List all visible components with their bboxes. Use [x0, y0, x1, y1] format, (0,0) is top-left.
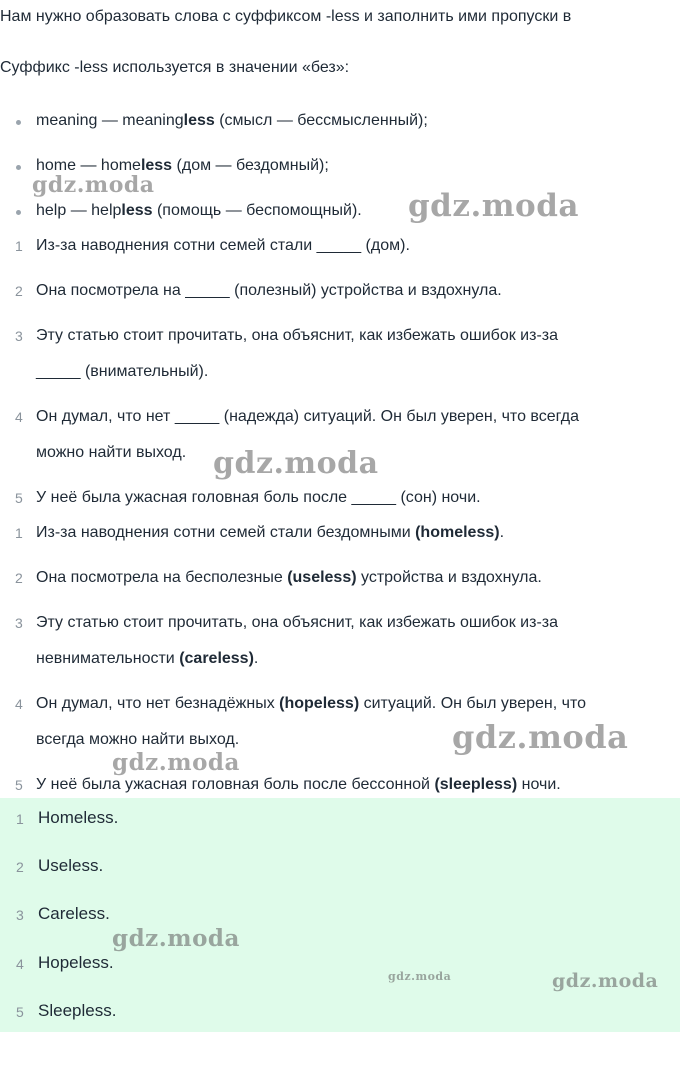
filled-text: устройства и вздохнула. — [356, 569, 542, 586]
watermark: gdz.moda — [552, 970, 659, 992]
item-number: 2 — [16, 859, 24, 875]
item-number: 4 — [15, 696, 23, 712]
example-text: help — help — [36, 202, 122, 219]
answer-row — [0, 894, 680, 934]
filled-text: Он думал, что нет безнадёжных — [36, 695, 280, 712]
watermark: gdz.moda — [452, 718, 629, 756]
filled-text: . — [499, 524, 505, 541]
item-number: 5 — [15, 490, 23, 506]
item-number: 1 — [16, 811, 24, 827]
intro-text: Нам нужно образовать слова с суффиксом -less и заполнить ими пропуски в — [0, 8, 572, 25]
bullet-icon — [16, 165, 21, 170]
filled-text: Она посмотрела на бесполезные — [36, 569, 288, 586]
task-text: Из-за наводнения сотни семей стали _____ (дом). — [36, 237, 410, 254]
item-number: 5 — [15, 777, 23, 793]
answer-text: Careless. — [38, 904, 110, 923]
answer-row — [0, 846, 680, 886]
bullet-icon — [16, 120, 21, 125]
bullet-icon — [16, 210, 21, 215]
watermark: gdz.moda — [213, 446, 379, 481]
filled-text: всегда можно найти выход. — [36, 731, 240, 748]
answer-text: Sleepless. — [38, 1001, 117, 1020]
task-text: можно найти выход. — [36, 444, 187, 461]
suffix-bold: less — [183, 112, 215, 129]
item-number: 1 — [15, 238, 23, 254]
item-number: 3 — [15, 328, 23, 344]
item-number: 4 — [16, 956, 24, 972]
answer-row — [0, 991, 680, 1031]
answer-word: (hopeless) — [279, 695, 360, 712]
filled-text: ситуаций. Он был уверен, что — [359, 695, 586, 712]
filled-text: Из-за наводнения сотни семей стали бездомными — [36, 524, 416, 541]
task-text: Он думал, что нет _____ (надежда) ситуаций. Он был уверен, что всегда — [36, 408, 579, 425]
answer-word: (useless) — [287, 569, 357, 586]
example-gloss: (смысл — бессмысленный); — [214, 112, 428, 129]
item-number: 2 — [15, 570, 23, 586]
watermark: gdz.moda — [388, 970, 452, 983]
item-number: 4 — [15, 409, 23, 425]
filled-text: невнимательности — [36, 650, 180, 667]
example-gloss: (дом — бездомный); — [172, 157, 329, 174]
task-text: Эту статью стоит прочитать, она объяснит, как избежать ошибок из-за — [36, 327, 559, 344]
answers-panel — [0, 798, 680, 1032]
watermark: gdz.moda — [112, 749, 240, 776]
answer-word: (homeless) — [415, 524, 500, 541]
task-text: _____ (внимательный). — [36, 363, 209, 380]
answer-word: (sleepless) — [434, 776, 518, 793]
item-number: 3 — [15, 615, 23, 631]
watermark: gdz.moda — [32, 172, 155, 198]
filled-text: . — [253, 650, 259, 667]
suffix-bold: less — [140, 157, 173, 174]
answer-word: (careless) — [179, 650, 254, 667]
suffix-note: Суффикс -less используется в значении «без»: — [0, 59, 350, 76]
item-number: 1 — [15, 525, 23, 541]
item-number: 5 — [16, 1004, 24, 1020]
filled-text: ночи. — [517, 776, 561, 793]
item-number: 3 — [16, 907, 24, 923]
task-text: Она посмотрела на _____ (полезный) устройства и вздохнула. — [36, 282, 502, 299]
suffix-bold: less — [121, 202, 153, 219]
answer-row — [0, 798, 680, 838]
answer-text: Useless. — [38, 856, 104, 875]
filled-text: Эту статью стоит прочитать, она объяснит, как избежать ошибок из-за — [36, 614, 559, 631]
item-number: 2 — [15, 283, 23, 299]
filled-text: У неё была ужасная головная боль после бессонной — [36, 776, 435, 793]
example-text: home — home — [36, 157, 141, 174]
watermark: gdz.moda — [112, 925, 240, 952]
watermark: gdz.moda — [408, 188, 579, 224]
answer-text: Homeless. — [38, 808, 119, 827]
example-text: meaning — meaning — [36, 112, 184, 129]
task-text: У неё была ужасная головная боль после _____ (сон) ночи. — [36, 489, 481, 506]
example-gloss: (помощь — беспомощный). — [152, 202, 362, 219]
answer-text: Hopeless. — [38, 953, 114, 972]
